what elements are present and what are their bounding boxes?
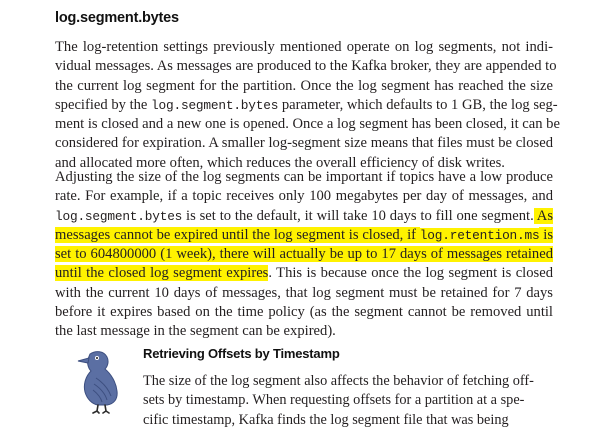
text-line [55, 284, 553, 303]
text-fragment: with the current 10 days of messages, that log segment must be retained for 7 days [55, 284, 553, 301]
text-fragment: rate. For example, if a topic receives only 100 megabytes per day of messages, and [55, 188, 553, 205]
text-fragment: before it expires based on the time policy (as the segment cannot be removed until [55, 304, 553, 321]
highlighted-text: until the closed log segment expires [55, 265, 269, 282]
section-heading: log.segment.bytes [55, 10, 179, 26]
note-body [143, 372, 534, 430]
text-line [55, 226, 553, 245]
text-line [55, 134, 553, 153]
text-line [55, 168, 553, 187]
text-line [55, 77, 553, 96]
inline-code: log.segment.bytes [151, 97, 279, 113]
highlighted-text: As [533, 207, 554, 224]
text-line [55, 264, 553, 283]
highlighted-text: , if [399, 226, 420, 243]
text-fragment: Adjusting the size of the log segments can be important if topics have a low produce [55, 169, 553, 185]
text-line [143, 411, 509, 430]
text-fragment: parameter, which defaults to 1 GB, the log seg- [278, 96, 558, 113]
text-fragment: the current log segment for the partition. Once the log segment has reached the size [55, 77, 553, 94]
text-fragment: cific timestamp, Kafka finds the log segment file that was being [143, 411, 509, 428]
text-fragment: ment is closed and a new one is opened. Once a log segment has been closed, it can be [55, 116, 560, 133]
text-fragment: The log-retention settings previously mentioned operate on log segments, not indi- [55, 39, 553, 55]
text-line [55, 303, 553, 322]
text-fragment: The size of the log segment also affects the behavior of fetching off- [143, 373, 534, 389]
note-title: Retrieving Offsets by Timestamp [143, 346, 340, 361]
text-line [55, 96, 558, 115]
text-line [55, 115, 560, 134]
text-line [55, 187, 553, 206]
text-fragment: specified by the [55, 96, 152, 113]
highlighted-text: messages cannot be expired until the log segment is closed [55, 226, 400, 243]
inline-code: log.segment.bytes [55, 208, 183, 224]
text-fragment: vidual messages. As messages are produced to the Kafka broker, they are appended to [55, 58, 557, 75]
highlighted-text: is [539, 226, 553, 243]
paragraph-log-segment-intro [55, 38, 560, 173]
paragraph-segment-size [55, 168, 553, 342]
text-fragment: the last message in the segment can be expired). [55, 323, 336, 340]
text-fragment: . This is because once the log segment is closed [268, 265, 553, 282]
text-fragment: is set to the default, it will take 10 days to fill one segment. [182, 207, 534, 224]
text-line [55, 322, 553, 341]
text-fragment: considered for expiration. A smaller log-segment size means that files must be closed [55, 135, 553, 152]
bird-icon [70, 344, 128, 414]
text-line [143, 372, 534, 391]
text-fragment: and allocated more often, which reduces the overall efficiency of disk writes. [55, 154, 505, 171]
text-line [55, 207, 553, 226]
text-line [55, 57, 557, 76]
text-line [55, 245, 553, 264]
text-line [55, 38, 553, 57]
highlighted-text: set to 604800000 (1 week), there will actually be up to 17 days of messages retained [55, 246, 553, 263]
inline-code: log.retention.ms [419, 227, 540, 243]
text-line [143, 391, 525, 410]
text-fragment: sets by timestamp. When requesting offsets for a partition at a spe- [143, 392, 525, 409]
